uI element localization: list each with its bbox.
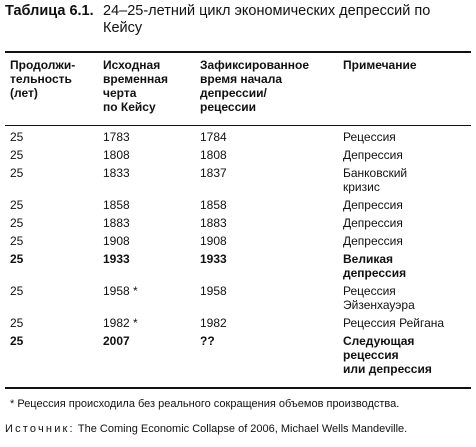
note-cell: Депрессия: [343, 234, 403, 248]
recorded-start-cell: 1837: [200, 166, 227, 180]
table-body: [0, 130, 476, 380]
initial-mark-cell: 1933: [103, 252, 130, 266]
note-cell: Великая депрессия: [343, 252, 407, 280]
table-source: [5, 423, 407, 436]
initial-mark-cell: 1783: [103, 130, 130, 144]
duration-cell: 25: [10, 148, 24, 162]
duration-cell: 25: [10, 198, 24, 212]
header-recorded-start: Зафиксированное время начала депрессии/ рецессии: [200, 58, 310, 114]
table-row: [0, 198, 476, 216]
note-cell: Банковский кризис: [343, 166, 408, 194]
duration-cell: 25: [10, 334, 24, 348]
duration-cell: 25: [10, 252, 24, 266]
source-label: Источник:: [5, 423, 75, 435]
table-top-rule: [5, 51, 471, 53]
table-row: [0, 148, 476, 166]
table-number: Таблица 6.1.: [5, 3, 94, 19]
table-row: [0, 334, 476, 380]
recorded-start-cell: 1908: [200, 234, 227, 248]
table-footnote: * Рецессия происходила без реального сокращения объемов производства.: [10, 398, 400, 410]
initial-mark-cell: 1982 *: [103, 316, 138, 330]
header-initial-mark: Исходная временная черта по Кейсу: [103, 58, 168, 114]
recorded-start-cell: 1982: [200, 316, 227, 330]
duration-cell: 25: [10, 166, 24, 180]
note-cell: Депрессия: [343, 148, 403, 162]
table-row: [0, 284, 476, 316]
initial-mark-cell: 1958 *: [103, 284, 138, 298]
duration-cell: 25: [10, 316, 24, 330]
recorded-start-cell: 1933: [200, 252, 227, 266]
duration-cell: 25: [10, 234, 24, 248]
initial-mark-cell: 1858: [103, 198, 130, 212]
note-cell: Рецессия Эйзенхауэра: [343, 284, 415, 312]
note-cell: Следующая рецессия или депрессия: [343, 334, 432, 376]
note-cell: Депрессия: [343, 216, 403, 230]
note-cell: Депрессия: [343, 198, 403, 212]
recorded-start-cell: 1958: [200, 284, 227, 298]
table-row: [0, 252, 476, 284]
table-row: [0, 316, 476, 334]
duration-cell: 25: [10, 284, 24, 298]
initial-mark-cell: 1883: [103, 216, 130, 230]
table-bottom-rule: [5, 387, 471, 389]
table-row: [0, 166, 476, 198]
initial-mark-cell: 1808: [103, 148, 130, 162]
source-text: The Coming Economic Collapse of 2006, Michael Wells Mandeville.: [77, 423, 408, 435]
header-rule: [5, 125, 471, 126]
recorded-start-cell: 1808: [200, 148, 227, 162]
table-row: [0, 216, 476, 234]
note-cell: Рецессия: [343, 130, 396, 144]
header-duration: Продолжи- тельность (лет): [10, 58, 76, 100]
initial-mark-cell: 2007: [103, 334, 130, 348]
duration-cell: 25: [10, 130, 24, 144]
header-note: Примечание: [343, 58, 417, 72]
duration-cell: 25: [10, 216, 24, 230]
recorded-start-cell: 1858: [200, 198, 227, 212]
recorded-start-cell: ??: [200, 334, 215, 348]
note-cell: Рецессия Рейгана: [343, 316, 445, 330]
initial-mark-cell: 1908: [103, 234, 130, 248]
table-title: 24–25-летний цикл экономических депрессий по Кейсу: [103, 3, 431, 36]
table-row: [0, 130, 476, 148]
recorded-start-cell: 1883: [200, 216, 227, 230]
recorded-start-cell: 1784: [200, 130, 227, 144]
initial-mark-cell: 1833: [103, 166, 130, 180]
table-row: [0, 234, 476, 252]
